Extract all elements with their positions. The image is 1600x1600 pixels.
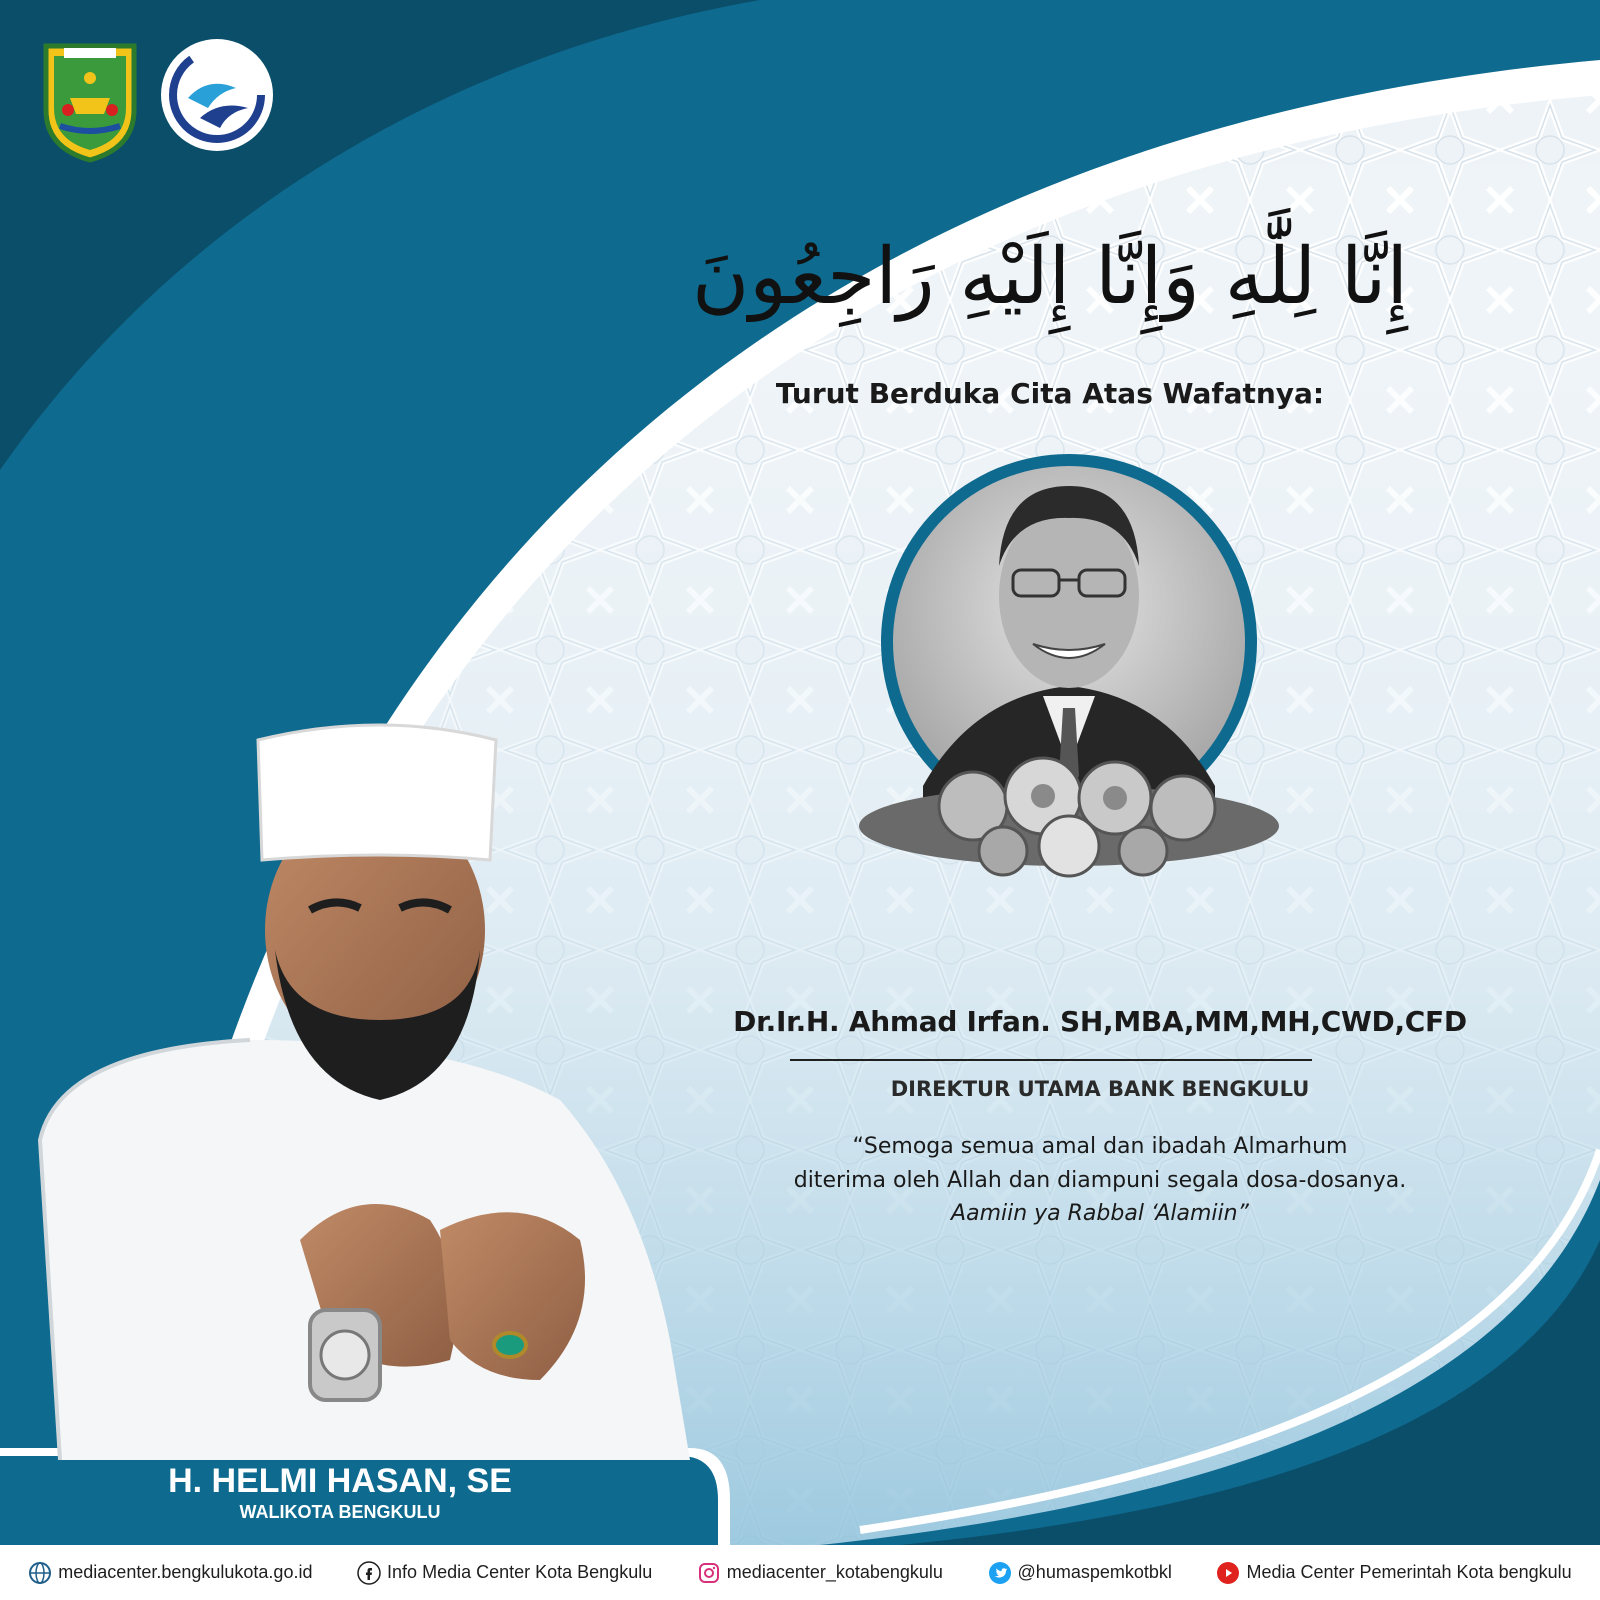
sender-title: WALIKOTA BENGKULU: [239, 1502, 441, 1522]
prayer-line-3: Aamiin ya Rabbal ‘Alamiin”: [951, 1201, 1249, 1226]
sender-name: H. HELMI HASAN, SE: [168, 1462, 512, 1500]
footer-website[interactable]: [28, 1561, 312, 1585]
deceased-position: DIREKTUR UTAMA BANK BENGKULU: [890, 1077, 1310, 1101]
footer-website-text: mediacenter.bengkulukota.go.id: [58, 1562, 313, 1582]
prayer-line-2: diterima oleh Allah dan diampuni segala dosa-dosanya.: [793, 1168, 1407, 1193]
footer-instagram-text: mediacenter_kotabengkulu: [726, 1562, 943, 1582]
twitter-icon: [988, 1561, 1012, 1585]
footer-twitter[interactable]: [988, 1561, 1172, 1585]
footer-youtube[interactable]: [1216, 1561, 1571, 1585]
footer-facebook-text: Info Media Center Kota Bengkulu: [387, 1562, 653, 1582]
deceased-portrait: [853, 446, 1285, 878]
city-seal-logo: [38, 40, 142, 164]
mayor-photo: [0, 720, 700, 1460]
flower-arrangement: [859, 758, 1279, 876]
kominfo-logo: [158, 36, 276, 154]
facebook-icon: [357, 1561, 381, 1585]
footer-instagram[interactable]: [697, 1561, 943, 1585]
deceased-name: Dr.Ir.H. Ahmad Irfan. SH,MBA,MM,MH,CWD,CFD: [733, 1005, 1467, 1038]
footer-twitter-text: @humaspemkotbkl: [1017, 1562, 1172, 1582]
instagram-icon: [697, 1561, 721, 1585]
name-divider: [790, 1059, 1312, 1061]
condolence-headline: Turut Berduka Cita Atas Wafatnya:: [775, 377, 1325, 410]
globe-icon: [28, 1561, 52, 1585]
prayer-line-1: “Semoga semua amal dan ibadah Almarhum: [852, 1134, 1348, 1159]
footer-youtube-text: Media Center Pemerintah Kota bengkulu: [1246, 1562, 1572, 1582]
arabic-calligraphy: إِنَّا لِلَّٰهِ وَإِنَّا إِلَيْهِ رَاجِعُونَ: [691, 232, 1409, 322]
youtube-icon: [1216, 1561, 1240, 1585]
footer-bar: [0, 1545, 1600, 1600]
footer-facebook[interactable]: [357, 1561, 652, 1585]
